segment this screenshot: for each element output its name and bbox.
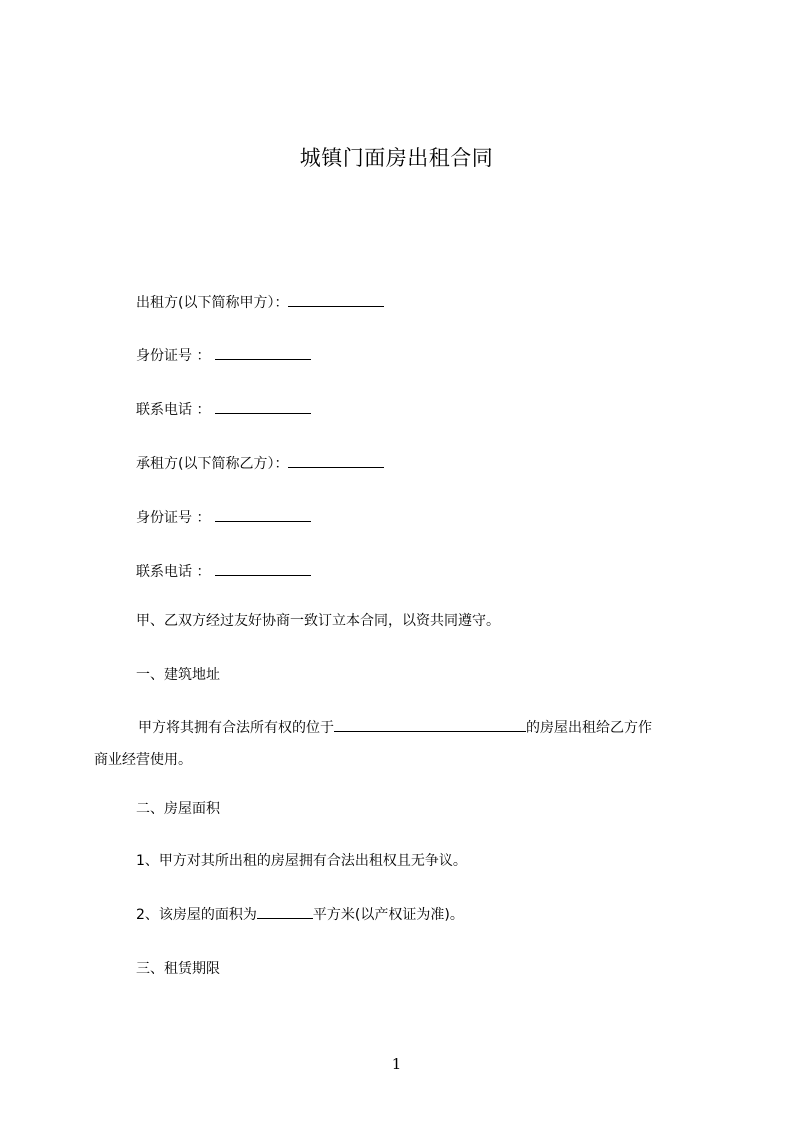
party-b-phone-line [136, 561, 311, 582]
section-2-heading: 二、房屋面积 [136, 801, 220, 817]
section-3-heading: 三、租赁期限 [136, 961, 220, 977]
party-a-phone-label: 联系电话 ： [136, 402, 211, 418]
address-blank[interactable] [334, 717, 526, 732]
section-2-item-2-after: 平方米(以产权证为准)。 [312, 907, 464, 923]
section-2-item-2-before: 2、该房屋的面积为 [136, 907, 257, 923]
document-title: 城镇门面房出租合同 [299, 146, 494, 170]
section-1-text-before: 甲方将其拥有合法所有权的位于 [138, 720, 334, 736]
party-b-line [136, 453, 384, 474]
party-b-id-line [136, 507, 311, 528]
section-2-item-2 [136, 904, 464, 925]
section-2-item-1: 1、甲方对其所出租的房屋拥有合法出租权且无争议。 [136, 853, 467, 869]
section-1-paragraph [94, 712, 714, 776]
party-a-blank[interactable] [288, 292, 384, 307]
page-number: 1 [391, 1055, 402, 1073]
party-a-id-blank[interactable] [215, 345, 311, 360]
party-b-label: 承租方(以下简称乙方）： [136, 456, 289, 472]
party-b-id-blank[interactable] [215, 507, 311, 522]
section-1-text-after: 的房屋出租给乙方作 [526, 720, 652, 736]
party-a-id-line [136, 345, 311, 366]
section-1-heading: 一、建筑地址 [136, 667, 220, 683]
area-blank[interactable] [257, 904, 313, 919]
party-a-label: 出租方(以下简称甲方）： [136, 295, 289, 311]
party-b-phone-blank[interactable] [215, 561, 311, 576]
party-b-phone-label: 联系电话 ： [136, 564, 211, 580]
party-a-phone-blank[interactable] [215, 399, 311, 414]
party-b-blank[interactable] [288, 453, 384, 468]
party-a-phone-line [136, 399, 311, 420]
party-a-id-label: 身份证号 ： [136, 348, 211, 364]
intro-paragraph: 甲、乙双方经过友好协商一致订立本合同，以资共同遵守。 [136, 613, 500, 629]
section-1-text-continued: 商业经营使用。 [94, 752, 192, 768]
party-a-line [136, 292, 384, 313]
party-b-id-label: 身份证号 ： [136, 510, 211, 526]
